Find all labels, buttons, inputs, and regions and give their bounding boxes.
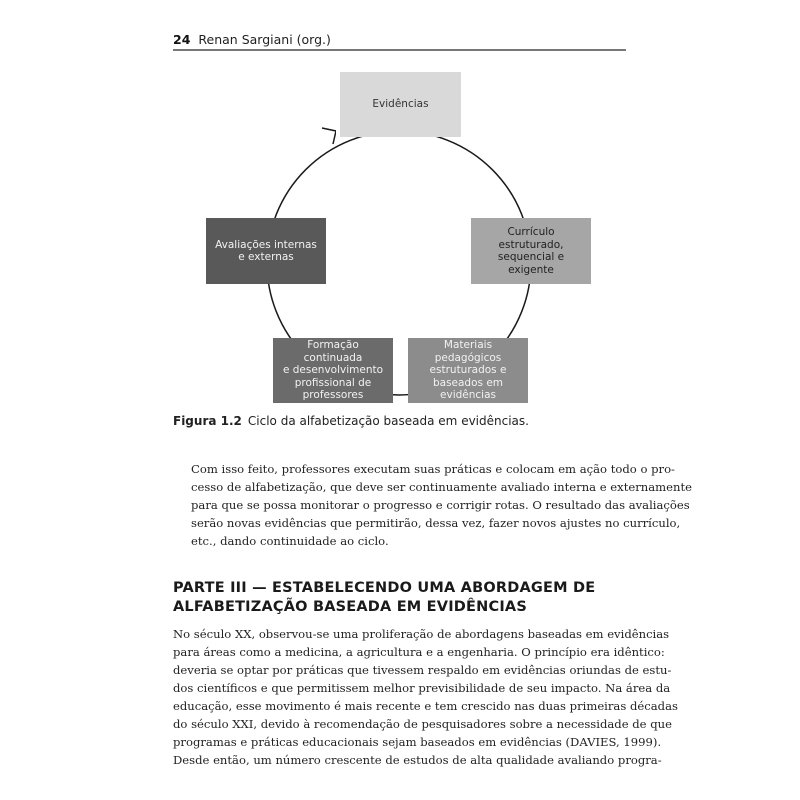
text-line: Desde então, um número crescente de estudos de alta qualidade avaliando progra- bbox=[173, 753, 662, 767]
node-evidencias bbox=[340, 72, 461, 137]
page-number: 24 bbox=[173, 32, 191, 47]
caption-label: Figura 1.2 bbox=[173, 414, 242, 428]
heading-line: ALFABETIZAÇÃO BASEADA EM EVIDÊNCIAS bbox=[173, 599, 527, 615]
text-line: dos científicos e que permitissem melhor previsibilidade de seu impacto. Na área da bbox=[173, 681, 671, 695]
paragraph-evidence-history bbox=[173, 625, 678, 769]
node-label: Formação continuada e desenvolvimento profissional de professores bbox=[282, 339, 384, 402]
text-line: programas e práticas educacionais sejam baseados em evidências (DAVIES, 1999). bbox=[173, 735, 662, 749]
heading-line: PARTE III — ESTABELECENDO UMA ABORDAGEM DE bbox=[173, 580, 596, 596]
text-line: para que se possa monitorar o progresso e corrigir rotas. O resultado das avaliações bbox=[191, 498, 690, 512]
text-line: Com isso feito, professores executam suas práticas e colocam em ação todo o pro- bbox=[191, 462, 675, 476]
node-curriculo bbox=[471, 218, 591, 284]
node-label: Materiais pedagógicos estruturados e baseados em evidências bbox=[429, 339, 507, 402]
text-line: cesso de alfabetização, que deve ser continuamente avaliado interna e externamente bbox=[191, 480, 692, 494]
text-line: deveria se optar por práticas que tivessem respaldo em evidências oriundas de estu- bbox=[173, 663, 672, 677]
arrowhead-icon bbox=[322, 128, 336, 144]
node-label: Currículo estruturado, sequencial e exigente bbox=[497, 226, 565, 276]
text-line: serão novas evidências que permitirão, dessa vez, fazer novos ajustes no currículo, bbox=[191, 516, 681, 530]
figure-caption bbox=[173, 414, 633, 428]
text-line: etc., dando continuidade ao ciclo. bbox=[191, 534, 389, 548]
text-line: para áreas como a medicina, a agricultura e a engenharia. O princípio era idêntico: bbox=[173, 645, 665, 659]
text-line: do século XXI, devido à recomendação de pesquisadores sobre a necessidade de que bbox=[173, 717, 672, 731]
node-label: Evidências bbox=[372, 98, 429, 111]
node-avaliacoes bbox=[206, 218, 326, 284]
section-heading bbox=[173, 579, 626, 617]
node-materiais bbox=[408, 338, 528, 403]
text-line: No século XX, observou-se uma proliferação de abordagens baseadas em evidências bbox=[173, 627, 670, 641]
text-line: educação, esse movimento é mais recente e tem crescido nas duas primeiras décadas bbox=[173, 699, 678, 713]
paragraph-cycle-conclusion bbox=[173, 460, 692, 550]
caption-text: Ciclo da alfabetização baseada em evidências. bbox=[247, 414, 529, 428]
node-label: Avaliações internas e externas bbox=[215, 238, 317, 263]
running-head-author: Renan Sargiani (org.) bbox=[198, 32, 331, 47]
node-formacao bbox=[273, 338, 393, 403]
